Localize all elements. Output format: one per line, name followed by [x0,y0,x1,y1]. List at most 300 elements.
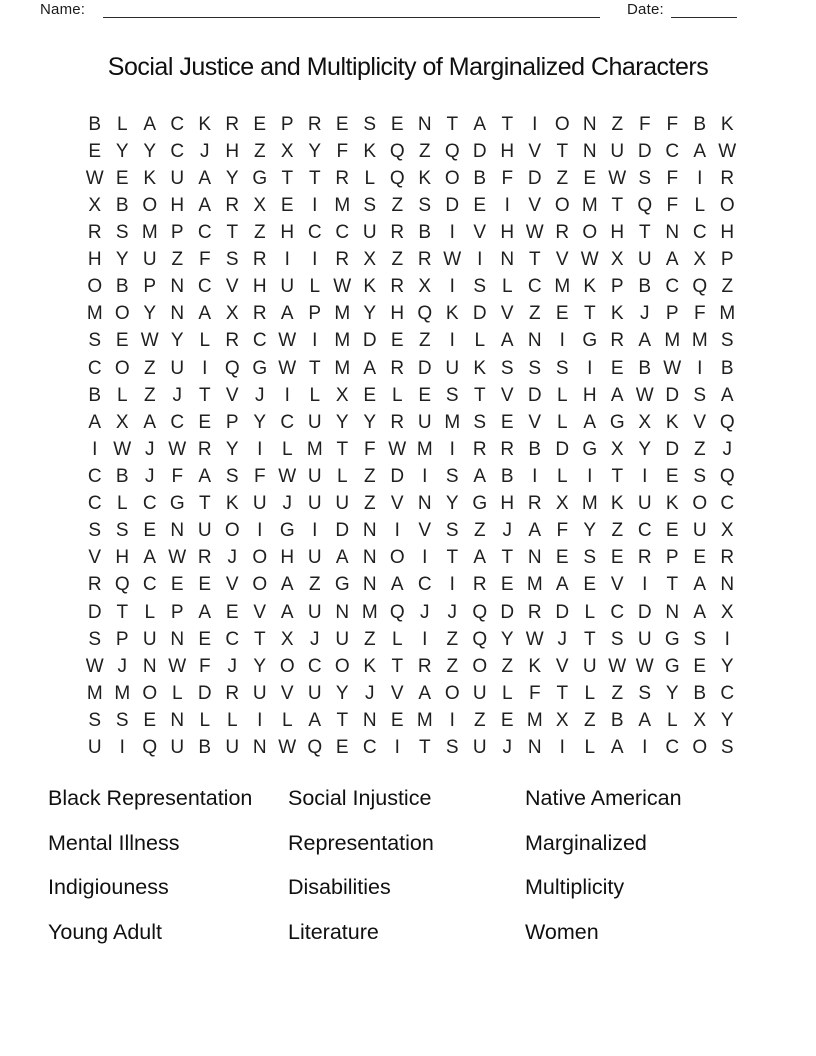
grid-letter: V [528,140,542,162]
grid-letter: X [638,411,652,433]
grid-letter: J [310,628,320,650]
grid-letter: F [528,682,541,704]
grid-letter: R [527,493,542,515]
grid-letter: V [225,276,239,298]
grid-letter: B [115,465,129,487]
grid-letter: V [610,574,624,596]
grid-letter: H [500,140,515,162]
grid-letter: O [279,655,295,677]
grid-letter: T [308,167,321,189]
grid-letter: Y [638,438,652,460]
grid-letter: X [610,438,624,460]
grid-letter: L [226,709,238,731]
grid-letter: V [88,547,102,569]
grid-letter: C [527,276,542,298]
grid-letter: W [388,438,407,460]
grid-letter: U [335,628,350,650]
grid-letter: L [199,330,211,352]
grid-letter: K [473,357,487,379]
grid-letter: E [418,384,432,406]
grid-letter: U [197,520,212,542]
grid-letter: J [722,438,732,460]
grid-letter: Z [501,655,514,677]
grid-letter: H [170,194,185,216]
grid-letter: E [390,113,404,135]
grid-letter: S [473,411,487,433]
grid-letter: W [333,276,352,298]
grid-letter: S [445,520,459,542]
grid-letter: I [449,574,455,596]
grid-letter: J [502,520,512,542]
grid-letter: R [637,547,652,569]
grid-letter: P [720,249,734,271]
grid-letter: Q [224,357,240,379]
grid-letter: S [363,113,377,135]
page-title: Social Justice and Multiplicity of Marginalized Characters [107,53,709,81]
grid-letter: I [394,520,400,542]
grid-letter: N [665,221,680,243]
grid-letter: D [555,438,570,460]
grid-letter: L [584,737,596,759]
grid-letter: Y [363,411,377,433]
grid-letter: N [170,276,185,298]
grid-letter: U [417,411,432,433]
grid-letter: L [584,601,596,623]
grid-letter: N [252,737,267,759]
grid-letter: T [611,465,624,487]
grid-letter: D [527,167,542,189]
word-list-item: Marginalized [525,830,647,855]
grid-letter: R [225,194,240,216]
grid-letter: Z [363,465,376,487]
grid-letter: N [720,574,735,596]
grid-letter: R [472,574,487,596]
grid-letter: Z [418,330,431,352]
grid-letter: A [610,384,624,406]
grid-letter: I [394,737,400,759]
grid-letter: B [693,113,707,135]
grid-letter: A [583,411,597,433]
grid-letter: A [143,113,157,135]
grid-letter: G [582,330,598,352]
grid-letter: U [307,411,322,433]
grid-letter: E [500,411,514,433]
grid-letter: C [610,601,625,623]
grid-letter: L [556,384,568,406]
grid-letter: A [610,737,624,759]
grid-letter: W [278,737,297,759]
grid-letter: D [472,303,487,325]
grid-letter: T [611,194,624,216]
grid-letter: H [225,140,240,162]
grid-letter: Y [170,330,184,352]
word-list-item: Native American [525,786,682,810]
grid-letter: N [582,140,597,162]
grid-letter: Z [143,357,156,379]
grid-letter: M [664,330,681,352]
grid-letter: X [280,140,294,162]
grid-letter: Q [142,737,158,759]
grid-letter: J [447,601,457,623]
grid-letter: J [255,384,265,406]
word-list-item: Black Representation [48,786,253,810]
grid-letter: W [663,357,682,379]
grid-letter: T [336,438,349,460]
grid-letter: Y [225,167,239,189]
grid-letter: M [526,709,543,731]
grid-letter: S [115,221,129,243]
grid-letter: E [363,384,377,406]
word-list-item: Multiplicity [525,875,625,899]
grid-letter: A [693,140,707,162]
grid-letter: C [637,520,652,542]
grid-letter: H [280,221,295,243]
grid-letter: S [500,357,514,379]
grid-letter: Z [583,709,596,731]
grid-letter: W [278,357,297,379]
grid-letter: E [198,411,212,433]
grid-letter: B [115,194,129,216]
grid-letter: Z [143,384,156,406]
grid-letter: R [417,249,432,271]
grid-letter: Z [556,167,569,189]
grid-letter: I [697,357,703,379]
grid-letter: S [445,737,459,759]
grid-letter: T [253,628,266,650]
grid-letter: F [666,194,679,216]
grid-letter: Q [472,628,488,650]
grid-letter: L [199,709,211,731]
grid-letter: W [168,438,187,460]
grid-letter: Y [363,303,377,325]
grid-letter: J [145,438,155,460]
grid-letter: T [528,249,541,271]
grid-letter: F [666,113,679,135]
grid-letter: P [665,547,679,569]
grid-letter: V [418,520,432,542]
grid-letter: V [693,411,707,433]
grid-letter: L [501,276,513,298]
grid-letter: X [693,709,707,731]
grid-letter: B [610,709,624,731]
grid-letter: S [555,357,569,379]
grid-letter: E [88,140,102,162]
grid-letter: V [225,574,239,596]
grid-letter: R [225,682,240,704]
grid-letter: N [335,601,350,623]
grid-letter: U [472,737,487,759]
grid-letter: I [422,465,428,487]
grid-letter: E [500,709,514,731]
grid-letter: R [610,330,625,352]
grid-letter: M [581,194,598,216]
grid-letter: C [307,221,322,243]
grid-letter: U [307,682,322,704]
grid-letter: R [87,221,102,243]
grid-letter: Z [363,493,376,515]
grid-letter: M [581,493,598,515]
grid-letter: N [417,493,432,515]
grid-letter: O [224,520,240,542]
grid-letter: L [474,330,486,352]
grid-letter: R [720,167,735,189]
grid-letter: Y [115,249,129,271]
grid-letter: U [252,493,267,515]
grid-letter: W [635,384,654,406]
grid-letter: K [363,655,377,677]
grid-letter: I [532,465,538,487]
grid-letter: G [252,167,268,189]
grid-letter: P [170,221,184,243]
grid-letter: C [170,140,185,162]
grid-letter: I [312,330,318,352]
grid-letter: Z [473,709,486,731]
grid-letter: D [390,465,405,487]
grid-letter: O [389,547,405,569]
grid-letter: H [252,276,267,298]
grid-letter: G [334,574,350,596]
grid-letter: I [642,465,648,487]
grid-letter: A [143,547,157,569]
grid-letter: T [198,384,211,406]
grid-letter: J [365,682,375,704]
grid-letter: T [198,493,211,515]
grid-letter: C [692,221,707,243]
grid-letter: Z [721,276,734,298]
grid-letter: Y [720,709,734,731]
grid-letter: A [418,682,432,704]
grid-letter: E [500,574,514,596]
grid-letter: I [257,438,263,460]
grid-letter: N [527,547,542,569]
grid-letter: A [720,384,734,406]
grid-letter: E [665,465,679,487]
grid-letter: A [335,547,349,569]
grid-letter: Q [307,737,323,759]
grid-letter: A [280,303,294,325]
grid-letter: R [335,167,350,189]
name-label: Name: [40,1,86,18]
grid-letter: I [312,194,318,216]
grid-letter: U [637,493,652,515]
grid-letter: Y [665,682,679,704]
grid-letter: G [279,520,295,542]
grid-letter: S [418,194,432,216]
grid-letter: D [527,384,542,406]
grid-letter: I [284,384,290,406]
grid-letter: W [168,547,187,569]
grid-letter: X [363,249,377,271]
grid-letter: E [280,194,294,216]
grid-letter: E [335,737,349,759]
grid-letter: W [85,167,104,189]
grid-letter: Z [253,221,266,243]
grid-letter: G [169,493,185,515]
grid-letter: A [638,709,652,731]
grid-letter: Z [363,628,376,650]
grid-letter: R [335,249,350,271]
grid-letter: K [610,493,624,515]
grid-letter: R [225,330,240,352]
grid-letter: L [364,167,376,189]
grid-letter: W [113,438,132,460]
grid-letter: R [390,357,405,379]
grid-letter: N [665,601,680,623]
grid-letter: Y [253,655,267,677]
grid-letter: Y [308,140,322,162]
grid-letter: N [142,655,157,677]
grid-letter: T [226,221,239,243]
grid-letter: S [115,709,129,731]
grid-letter: S [225,465,239,487]
grid-letter: T [391,655,404,677]
grid-letter: W [635,655,654,677]
grid-letter: P [115,628,129,650]
grid-letter: K [665,493,679,515]
grid-letter: K [363,276,377,298]
grid-letter: S [88,330,102,352]
word-list-item: Literature [288,919,379,944]
date-label: Date: [627,1,664,18]
grid-letter: Q [637,194,653,216]
grid-letter: I [284,249,290,271]
grid-letter: N [170,520,185,542]
grid-letter: I [257,520,263,542]
grid-letter: T [281,167,294,189]
grid-letter: L [501,682,513,704]
grid-letter: N [527,330,542,352]
grid-letter: A [363,357,377,379]
grid-letter: S [720,330,734,352]
grid-letter: X [693,249,707,271]
grid-letter: J [420,601,430,623]
grid-letter: C [280,411,295,433]
grid-letter: O [142,682,158,704]
grid-letter: C [307,655,322,677]
grid-letter: Q [389,140,405,162]
grid-letter: S [693,628,707,650]
grid-letter: S [445,465,459,487]
grid-letter: B [418,221,432,243]
grid-letter: O [334,655,350,677]
grid-letter: R [197,547,212,569]
grid-letter: Z [473,520,486,542]
grid-letter: C [225,628,240,650]
grid-letter: Z [391,249,404,271]
grid-letter: W [580,249,599,271]
grid-letter: A [473,547,487,569]
grid-letter: X [115,411,129,433]
grid-letter: J [172,384,182,406]
grid-letter: E [198,574,212,596]
grid-letter: A [473,465,487,487]
grid-letter: L [144,601,156,623]
grid-letter: Y [445,493,459,515]
grid-letter: N [170,628,185,650]
grid-letter: T [446,113,459,135]
grid-letter: E [583,167,597,189]
grid-letter: T [583,303,596,325]
grid-letter: M [416,438,433,460]
grid-letter: J [640,303,650,325]
grid-letter: A [198,465,212,487]
grid-letter: U [225,737,240,759]
grid-letter: M [86,303,103,325]
grid-letter: F [336,140,349,162]
grid-letter: O [87,276,103,298]
grid-letter: X [555,709,569,731]
grid-letter: O [252,574,268,596]
grid-letter: L [171,682,183,704]
grid-letter: U [170,357,185,379]
grid-letter: L [666,709,678,731]
grid-letter: N [527,737,542,759]
grid-letter: U [307,601,322,623]
grid-letter: I [312,520,318,542]
grid-letter: K [610,303,624,325]
grid-letter: L [556,411,568,433]
grid-letter: X [610,249,624,271]
grid-letter: G [472,493,488,515]
grid-letter: D [637,601,652,623]
grid-letter: S [445,384,459,406]
grid-letter: J [227,547,237,569]
word-list-column [288,776,434,954]
grid-letter: I [724,628,730,650]
grid-letter: Z [611,682,624,704]
grid-letter: R [307,113,322,135]
grid-letter: Y [253,411,267,433]
grid-letter: P [143,276,157,298]
grid-letter: E [583,574,597,596]
grid-letter: E [390,330,404,352]
word-list-column [525,776,682,954]
grid-letter: T [666,574,679,596]
grid-letter: Z [693,438,706,460]
grid-letter: I [559,330,565,352]
grid-letter: E [390,709,404,731]
grid-letter: V [253,601,267,623]
grid-letter: X [335,384,349,406]
grid-letter: U [637,628,652,650]
grid-letter: L [309,276,321,298]
grid-letter: I [642,574,648,596]
grid-letter: Z [418,140,431,162]
grid-letter: G [664,628,680,650]
grid-letter: Q [389,601,405,623]
word-list-item: Representation [288,830,434,855]
grid-letter: N [500,249,515,271]
grid-letter: Y [143,303,157,325]
grid-letter: C [142,574,157,596]
grid-letter: I [92,438,98,460]
grid-letter: K [665,411,679,433]
grid-letter: U [362,221,377,243]
grid-letter: U [307,547,322,569]
grid-letter: B [528,438,542,460]
grid-letter: M [554,276,571,298]
grid-letter: M [719,303,736,325]
grid-letter: P [308,303,322,325]
grid-letter: M [691,330,708,352]
grid-letter: Y [500,628,514,650]
grid-letter: P [280,113,294,135]
grid-letter: I [449,709,455,731]
grid-letter: I [697,167,703,189]
grid-letter: A [308,709,322,731]
grid-letter: B [500,465,514,487]
grid-letter: C [665,737,680,759]
